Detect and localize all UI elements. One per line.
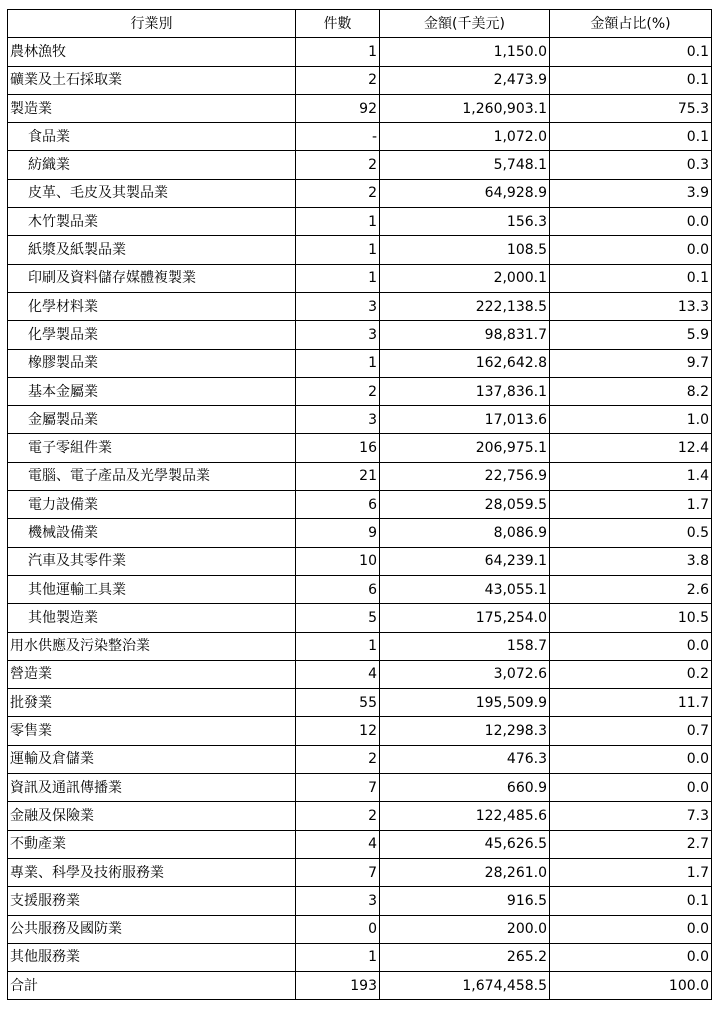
amount-cell: 476.3 <box>380 745 550 773</box>
count-cell: 2 <box>296 179 380 207</box>
table-row <box>8 349 712 377</box>
count-cell: 92 <box>296 94 380 122</box>
industry-cell: 化學製品業 <box>8 321 296 349</box>
table-row <box>8 604 712 632</box>
table-row <box>8 179 712 207</box>
table-row <box>8 292 712 320</box>
count-cell: 1 <box>296 264 380 292</box>
share-cell: 0.5 <box>550 519 712 547</box>
table-row <box>8 123 712 151</box>
share-cell: 0.2 <box>550 660 712 688</box>
industry-cell: 電力設備業 <box>8 491 296 519</box>
amount-cell: 64,928.9 <box>380 179 550 207</box>
count-cell: 10 <box>296 547 380 575</box>
count-cell: 2 <box>296 802 380 830</box>
industry-cell: 批發業 <box>8 689 296 717</box>
industry-cell: 零售業 <box>8 717 296 745</box>
industry-cell: 食品業 <box>8 123 296 151</box>
count-cell: 9 <box>296 519 380 547</box>
share-cell: 0.0 <box>550 208 712 236</box>
count-cell: 1 <box>296 632 380 660</box>
amount-cell: 17,013.6 <box>380 406 550 434</box>
table-header-row <box>8 10 712 38</box>
count-cell: 4 <box>296 830 380 858</box>
count-cell: 7 <box>296 774 380 802</box>
industry-cell: 製造業 <box>8 94 296 122</box>
table-row <box>8 434 712 462</box>
share-cell: 13.3 <box>550 292 712 320</box>
share-cell: 0.0 <box>550 745 712 773</box>
share-cell: 75.3 <box>550 94 712 122</box>
count-cell: 55 <box>296 689 380 717</box>
industry-cell: 印刷及資料儲存媒體複製業 <box>8 264 296 292</box>
share-cell: 0.7 <box>550 717 712 745</box>
table-row <box>8 519 712 547</box>
industry-cell: 其他服務業 <box>8 943 296 971</box>
table-row <box>8 915 712 943</box>
amount-cell: 916.5 <box>380 887 550 915</box>
industry-cell: 資訊及通訊傳播業 <box>8 774 296 802</box>
count-cell: 3 <box>296 887 380 915</box>
count-cell: 4 <box>296 660 380 688</box>
industry-cell: 公共服務及國防業 <box>8 915 296 943</box>
industry-cell: 其他製造業 <box>8 604 296 632</box>
table-row <box>8 774 712 802</box>
share-cell: 7.3 <box>550 802 712 830</box>
industry-cell: 專業、科學及技術服務業 <box>8 858 296 886</box>
table-row <box>8 94 712 122</box>
amount-cell: 200.0 <box>380 915 550 943</box>
count-cell: 5 <box>296 604 380 632</box>
share-cell: 0.1 <box>550 66 712 94</box>
amount-cell: 2,000.1 <box>380 264 550 292</box>
table-row <box>8 660 712 688</box>
share-cell: 0.0 <box>550 774 712 802</box>
count-cell: 2 <box>296 745 380 773</box>
amount-cell: 156.3 <box>380 208 550 236</box>
share-cell: 9.7 <box>550 349 712 377</box>
amount-cell: 660.9 <box>380 774 550 802</box>
share-cell: 0.3 <box>550 151 712 179</box>
count-cell: 3 <box>296 292 380 320</box>
share-cell: 11.7 <box>550 689 712 717</box>
share-cell: 10.5 <box>550 604 712 632</box>
table-row <box>8 406 712 434</box>
table-row <box>8 377 712 405</box>
share-cell: 0.0 <box>550 943 712 971</box>
table-row <box>8 689 712 717</box>
count-cell: 1 <box>296 349 380 377</box>
share-cell: 1.7 <box>550 858 712 886</box>
count-cell: 2 <box>296 377 380 405</box>
amount-cell: 22,756.9 <box>380 462 550 490</box>
share-cell: 0.0 <box>550 236 712 264</box>
share-cell: 3.8 <box>550 547 712 575</box>
table-row <box>8 208 712 236</box>
count-cell: 3 <box>296 406 380 434</box>
amount-cell: 1,260,903.1 <box>380 94 550 122</box>
share-cell: 2.7 <box>550 830 712 858</box>
count-cell: 21 <box>296 462 380 490</box>
amount-cell: 2,473.9 <box>380 66 550 94</box>
table-row <box>8 802 712 830</box>
table-row <box>8 151 712 179</box>
industry-cell: 化學材料業 <box>8 292 296 320</box>
table-row <box>8 321 712 349</box>
count-cell: 1 <box>296 236 380 264</box>
table-row <box>8 830 712 858</box>
amount-cell: 162,642.8 <box>380 349 550 377</box>
industry-cell: 金融及保險業 <box>8 802 296 830</box>
count-cell: 1 <box>296 208 380 236</box>
industry-cell: 機械設備業 <box>8 519 296 547</box>
industry-cell: 紡織業 <box>8 151 296 179</box>
share-cell: 3.9 <box>550 179 712 207</box>
industry-cell: 合計 <box>8 972 296 1000</box>
industry-cell: 汽車及其零件業 <box>8 547 296 575</box>
industry-cell: 電子零組件業 <box>8 434 296 462</box>
share-cell: 1.0 <box>550 406 712 434</box>
industry-investment-table <box>7 9 712 1000</box>
table-row <box>8 632 712 660</box>
industry-cell: 營造業 <box>8 660 296 688</box>
amount-cell: 265.2 <box>380 943 550 971</box>
table-row <box>8 462 712 490</box>
share-cell: 8.2 <box>550 377 712 405</box>
industry-cell: 不動產業 <box>8 830 296 858</box>
table-body <box>8 38 712 1000</box>
amount-cell: 1,072.0 <box>380 123 550 151</box>
amount-cell: 5,748.1 <box>380 151 550 179</box>
header-share: 金額占比(%) <box>550 10 712 38</box>
share-cell: 1.4 <box>550 462 712 490</box>
amount-cell: 175,254.0 <box>380 604 550 632</box>
count-cell: 6 <box>296 575 380 603</box>
count-cell: - <box>296 123 380 151</box>
count-cell: 16 <box>296 434 380 462</box>
amount-cell: 43,055.1 <box>380 575 550 603</box>
industry-cell: 礦業及土石採取業 <box>8 66 296 94</box>
share-cell: 100.0 <box>550 972 712 1000</box>
share-cell: 1.7 <box>550 491 712 519</box>
amount-cell: 98,831.7 <box>380 321 550 349</box>
table-row <box>8 264 712 292</box>
amount-cell: 195,509.9 <box>380 689 550 717</box>
count-cell: 193 <box>296 972 380 1000</box>
share-cell: 0.1 <box>550 38 712 66</box>
amount-cell: 12,298.3 <box>380 717 550 745</box>
amount-cell: 28,261.0 <box>380 858 550 886</box>
table-row <box>8 972 712 1000</box>
amount-cell: 3,072.6 <box>380 660 550 688</box>
industry-cell: 電腦、電子產品及光學製品業 <box>8 462 296 490</box>
share-cell: 2.6 <box>550 575 712 603</box>
table-row <box>8 943 712 971</box>
share-cell: 0.0 <box>550 915 712 943</box>
count-cell: 12 <box>296 717 380 745</box>
count-cell: 6 <box>296 491 380 519</box>
count-cell: 7 <box>296 858 380 886</box>
share-cell: 0.1 <box>550 264 712 292</box>
table-row <box>8 66 712 94</box>
share-cell: 0.1 <box>550 887 712 915</box>
amount-cell: 122,485.6 <box>380 802 550 830</box>
count-cell: 1 <box>296 943 380 971</box>
industry-cell: 用水供應及污染整治業 <box>8 632 296 660</box>
share-cell: 0.1 <box>550 123 712 151</box>
count-cell: 0 <box>296 915 380 943</box>
table-row <box>8 575 712 603</box>
share-cell: 12.4 <box>550 434 712 462</box>
table-row <box>8 491 712 519</box>
amount-cell: 206,975.1 <box>380 434 550 462</box>
count-cell: 1 <box>296 38 380 66</box>
industry-cell: 金屬製品業 <box>8 406 296 434</box>
table-row <box>8 547 712 575</box>
amount-cell: 158.7 <box>380 632 550 660</box>
industry-cell: 支援服務業 <box>8 887 296 915</box>
count-cell: 3 <box>296 321 380 349</box>
amount-cell: 8,086.9 <box>380 519 550 547</box>
amount-cell: 222,138.5 <box>380 292 550 320</box>
share-cell: 5.9 <box>550 321 712 349</box>
industry-cell: 其他運輸工具業 <box>8 575 296 603</box>
industry-cell: 皮革、毛皮及其製品業 <box>8 179 296 207</box>
industry-cell: 橡膠製品業 <box>8 349 296 377</box>
table-row <box>8 887 712 915</box>
industry-cell: 基本金屬業 <box>8 377 296 405</box>
table-row <box>8 717 712 745</box>
table-row <box>8 236 712 264</box>
industry-cell: 木竹製品業 <box>8 208 296 236</box>
header-industry: 行業別 <box>8 10 296 38</box>
industry-cell: 農林漁牧 <box>8 38 296 66</box>
amount-cell: 1,150.0 <box>380 38 550 66</box>
amount-cell: 28,059.5 <box>380 491 550 519</box>
header-amount: 金額(千美元) <box>380 10 550 38</box>
count-cell: 2 <box>296 66 380 94</box>
industry-cell: 紙漿及紙製品業 <box>8 236 296 264</box>
amount-cell: 64,239.1 <box>380 547 550 575</box>
share-cell: 0.0 <box>550 632 712 660</box>
table-row <box>8 858 712 886</box>
amount-cell: 137,836.1 <box>380 377 550 405</box>
header-count: 件數 <box>296 10 380 38</box>
amount-cell: 108.5 <box>380 236 550 264</box>
amount-cell: 45,626.5 <box>380 830 550 858</box>
table-row <box>8 38 712 66</box>
table-row <box>8 745 712 773</box>
count-cell: 2 <box>296 151 380 179</box>
industry-cell: 運輸及倉儲業 <box>8 745 296 773</box>
amount-cell: 1,674,458.5 <box>380 972 550 1000</box>
